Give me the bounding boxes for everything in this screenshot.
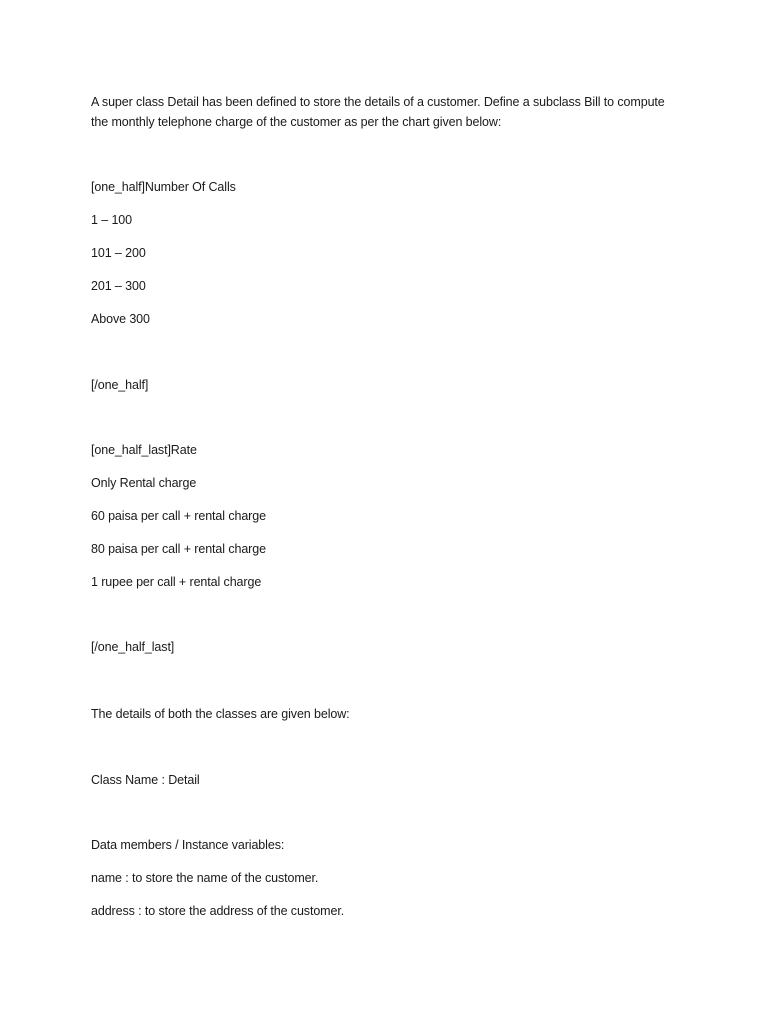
- rate-item: Only Rental charge: [91, 476, 197, 490]
- calls-close-tag: [/one_half]: [91, 378, 149, 392]
- calls-item: 101 – 200: [91, 246, 146, 260]
- rate-item: 60 paisa per call + rental charge: [91, 509, 266, 523]
- intro-line-1: A super class Detail has been defined to store the details of a customer. Define a subclass Bill to compute: [91, 95, 665, 109]
- rate-header: [one_half_last]Rate: [91, 443, 197, 457]
- calls-header: [one_half]Number Of Calls: [91, 180, 236, 194]
- member-name: name : to store the name of the customer.: [91, 871, 319, 885]
- class-name: Class Name : Detail: [91, 773, 200, 787]
- calls-item: 201 – 300: [91, 279, 146, 293]
- rate-item: 1 rupee per call + rental charge: [91, 575, 262, 589]
- rate-close-tag: [/one_half_last]: [91, 640, 175, 654]
- calls-item: Above 300: [91, 312, 150, 326]
- member-address: address : to store the address of the customer.: [91, 904, 345, 918]
- rate-item: 80 paisa per call + rental charge: [91, 542, 266, 556]
- data-members-heading: Data members / Instance variables:: [91, 838, 285, 852]
- details-intro: The details of both the classes are given below:: [91, 707, 350, 721]
- intro-line-2: the monthly telephone charge of the customer as per the chart given below:: [91, 115, 502, 129]
- calls-item: 1 – 100: [91, 213, 133, 227]
